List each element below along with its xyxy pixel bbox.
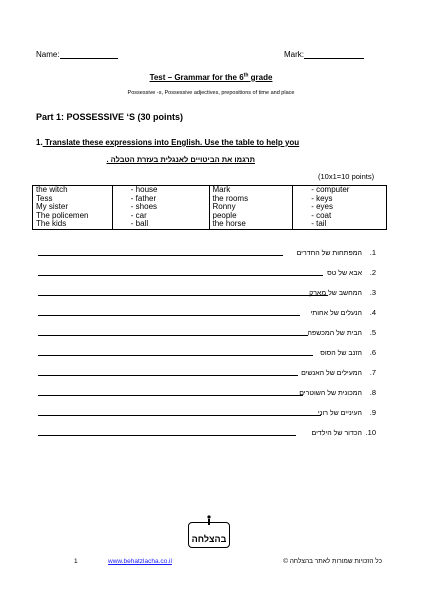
question-row <box>38 346 376 358</box>
section1-instruction-text: Translate these expressions into English. Use the table to help you <box>42 138 300 147</box>
question-number: .3 <box>369 288 376 297</box>
question-text: הכדור של הילדים <box>311 430 362 437</box>
vocab-owner-right: people <box>209 212 293 221</box>
vocab-item-left: - house <box>112 186 209 195</box>
vocab-row <box>33 186 387 195</box>
vocab-item-right: - tail <box>293 220 387 229</box>
page-number: 1 <box>74 558 78 565</box>
vocab-row <box>33 195 387 204</box>
question-text: העיניים של רוני <box>317 410 362 417</box>
question-text: המעילים של האנשים <box>301 370 362 377</box>
question-row <box>38 306 376 318</box>
section1-points: (10x1=10 points) <box>318 172 375 181</box>
question-number: .10 <box>365 428 376 437</box>
section1-number: 1. <box>36 138 43 147</box>
test-title <box>0 72 422 82</box>
name-field <box>36 50 118 59</box>
question-text: המכונית של השוטרים <box>299 390 362 397</box>
answer-line[interactable] <box>38 355 313 356</box>
answer-line[interactable] <box>38 395 303 396</box>
vocabulary-table <box>32 185 387 230</box>
answer-line[interactable] <box>38 375 298 376</box>
name-label: Name: <box>36 50 60 59</box>
vocab-owner-right: Ronny <box>209 203 293 212</box>
question-number: .7 <box>369 368 376 377</box>
answer-line[interactable] <box>38 435 296 436</box>
question-text: אבא של טס <box>327 270 362 277</box>
vocab-item-right: - coat <box>293 212 387 221</box>
question-row <box>38 246 376 258</box>
logo-figure-icon <box>206 515 212 525</box>
vocab-item-left: - shoes <box>112 203 209 212</box>
section1-instruction <box>36 138 299 147</box>
title-text: Test – Grammar for the 6th grade <box>149 72 273 82</box>
vocab-owner-right: the rooms <box>209 195 293 204</box>
question-number: .1 <box>369 248 376 257</box>
test-subtitle: Possessive -s, Possessive adjectives, prepositions of time and place <box>127 90 295 96</box>
question-number: .6 <box>369 348 376 357</box>
question-number: .8 <box>369 388 376 397</box>
question-text: הנעלים של אחותי <box>310 310 362 317</box>
vocab-owner-left: The kids <box>33 220 113 229</box>
vocab-owner-right: the horse <box>209 220 293 229</box>
question-number: .2 <box>369 268 376 277</box>
question-row <box>38 286 376 298</box>
hebrew-instruction: תרגמו את הביטויים לאנגלית בעזרת הטבלה . <box>106 155 255 164</box>
question-row <box>38 366 376 378</box>
vocab-owner-left: The policemen <box>33 212 113 221</box>
vocab-item-right: - eyes <box>293 203 387 212</box>
vocab-owner-left: Tess <box>33 195 113 204</box>
question-row <box>38 406 376 418</box>
question-text: הבית של המכשפה <box>307 330 362 337</box>
question-text: המפתחות של החדרים <box>296 250 362 257</box>
mark-blank[interactable] <box>304 50 364 59</box>
mark-field <box>284 50 364 59</box>
behatzlacha-logo <box>188 522 230 548</box>
part1-heading: Part 1: POSSESSIVE ‘S (30 points) <box>36 112 184 122</box>
question-row <box>38 326 376 338</box>
vocab-owner-left: the witch <box>33 186 113 195</box>
mark-label: Mark: <box>284 50 304 59</box>
vocab-item-left: - ball <box>112 220 209 229</box>
vocab-owner-right: Mark <box>209 186 293 195</box>
vocab-item-right: - computer <box>293 186 387 195</box>
question-text: המחשב של מארק <box>309 290 362 297</box>
vocab-item-right: - keys <box>293 195 387 204</box>
logo-text: בהצלחה <box>191 534 227 544</box>
question-number: .9 <box>369 408 376 417</box>
question-number: .4 <box>369 308 376 317</box>
question-row <box>38 426 376 438</box>
answer-line[interactable] <box>38 255 283 256</box>
question-number: .5 <box>369 328 376 337</box>
question-row <box>38 386 376 398</box>
copyright-notice: כל הזכויות שמורות לאתר בהצלחה © <box>283 558 382 565</box>
site-link[interactable]: www.behatzlacha.co.il <box>108 558 172 565</box>
answer-line[interactable] <box>38 335 308 336</box>
vocab-row <box>33 220 387 229</box>
question-text: הזנב של הסוס <box>320 350 362 357</box>
question-row <box>38 266 376 278</box>
vocab-item-left: - car <box>112 212 209 221</box>
answer-line[interactable] <box>38 275 323 276</box>
vocab-item-left: - father <box>112 195 209 204</box>
answer-line[interactable] <box>38 295 328 296</box>
answer-line[interactable] <box>38 415 321 416</box>
name-blank[interactable] <box>60 50 118 59</box>
answer-line[interactable] <box>38 315 300 316</box>
vocab-row <box>33 212 387 221</box>
vocab-owner-left: My sister <box>33 203 113 212</box>
